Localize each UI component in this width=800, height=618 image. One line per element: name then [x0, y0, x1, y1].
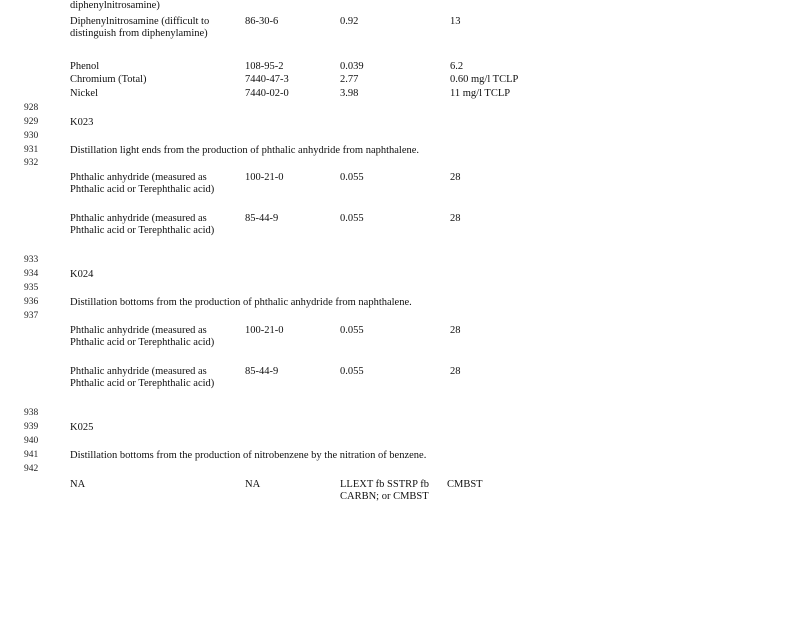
nonwastewater-standard: 13	[450, 16, 461, 27]
cas-number: 7440-47-3	[245, 74, 289, 85]
table-row-name: Phthalic anhydride (measured as Phthalic acid or Terephthalic acid)	[70, 366, 215, 389]
nonwastewater-standard: 11 mg/l TCLP	[450, 88, 511, 99]
table-row-name: Chromium (Total)	[70, 74, 147, 85]
line-number: 939	[24, 422, 39, 432]
cas-number: 85-44-9	[245, 366, 279, 377]
line-number: 940	[24, 436, 39, 446]
cas-number: 86-30-6	[245, 16, 279, 27]
waste-description: Distillation light ends from the production of phthalic anhydride from naphthalene.	[70, 145, 420, 156]
table-row-name: Diphenylnitrosamine (difficult to distinguish from diphenylamine)	[70, 16, 210, 39]
wastewater-standard: 0.055	[340, 325, 364, 336]
cas-number: 100-21-0	[245, 325, 284, 336]
line-number: 942	[24, 464, 39, 474]
table-row-name: NA	[70, 479, 86, 490]
line-number: 929	[24, 117, 39, 127]
waste-code: K023	[70, 117, 94, 128]
nonwastewater-standard: 28	[450, 172, 461, 183]
waste-code: K025	[70, 422, 94, 433]
line-number: 938	[24, 408, 39, 418]
nonwastewater-standard: 6.2	[450, 61, 464, 72]
cas-number: 108-95-2	[245, 61, 284, 72]
table-row-name: Phenol	[70, 61, 100, 72]
wastewater-standard: 0.055	[340, 366, 364, 377]
table-row-name: Phthalic anhydride (measured as Phthalic acid or Terephthalic acid)	[70, 172, 215, 195]
waste-description: Distillation bottoms from the production of phthalic anhydride from naphthalene.	[70, 297, 412, 308]
line-number: 941	[24, 450, 39, 460]
line-number: 935	[24, 283, 39, 293]
line-number: 928	[24, 103, 39, 113]
wastewater-standard: 3.98	[340, 88, 359, 99]
line-number: 936	[24, 297, 39, 307]
nonwastewater-standard: 28	[450, 325, 461, 336]
line-number: 933	[24, 255, 39, 265]
waste-description: Distillation bottoms from the production of nitrobenzene by the nitration of benzene.	[70, 450, 427, 461]
wastewater-standard: 0.92	[340, 16, 359, 27]
wastewater-standard: 0.055	[340, 172, 364, 183]
cas-number: 85-44-9	[245, 213, 279, 224]
waste-code: K024	[70, 269, 94, 280]
line-number: 930	[24, 131, 39, 141]
wastewater-standard: LLEXT fb SSTRP fb CARBN; or CMBST	[340, 479, 429, 502]
table-row-name: Phthalic anhydride (measured as Phthalic acid or Terephthalic acid)	[70, 325, 215, 348]
nonwastewater-standard: 28	[450, 213, 461, 224]
line-number: 932	[24, 158, 39, 168]
cas-number: 100-21-0	[245, 172, 284, 183]
line-number: 937	[24, 311, 39, 321]
table-row-name: Phthalic anhydride (measured as Phthalic acid or Terephthalic acid)	[70, 213, 215, 236]
nonwastewater-standard: CMBST	[447, 479, 483, 490]
wastewater-standard: 0.039	[340, 61, 364, 72]
nonwastewater-standard: 0.60 mg/l TCLP	[450, 74, 519, 85]
wastewater-standard: 2.77	[340, 74, 359, 85]
wastewater-standard: 0.055	[340, 213, 364, 224]
nonwastewater-standard: 28	[450, 366, 461, 377]
cas-number: NA	[245, 479, 261, 490]
table-row-name: Nickel	[70, 88, 98, 99]
table-row-name: diphenylnitrosamine)	[70, 0, 160, 11]
cas-number: 7440-02-0	[245, 88, 289, 99]
line-number: 934	[24, 269, 39, 279]
line-number: 931	[24, 145, 39, 155]
